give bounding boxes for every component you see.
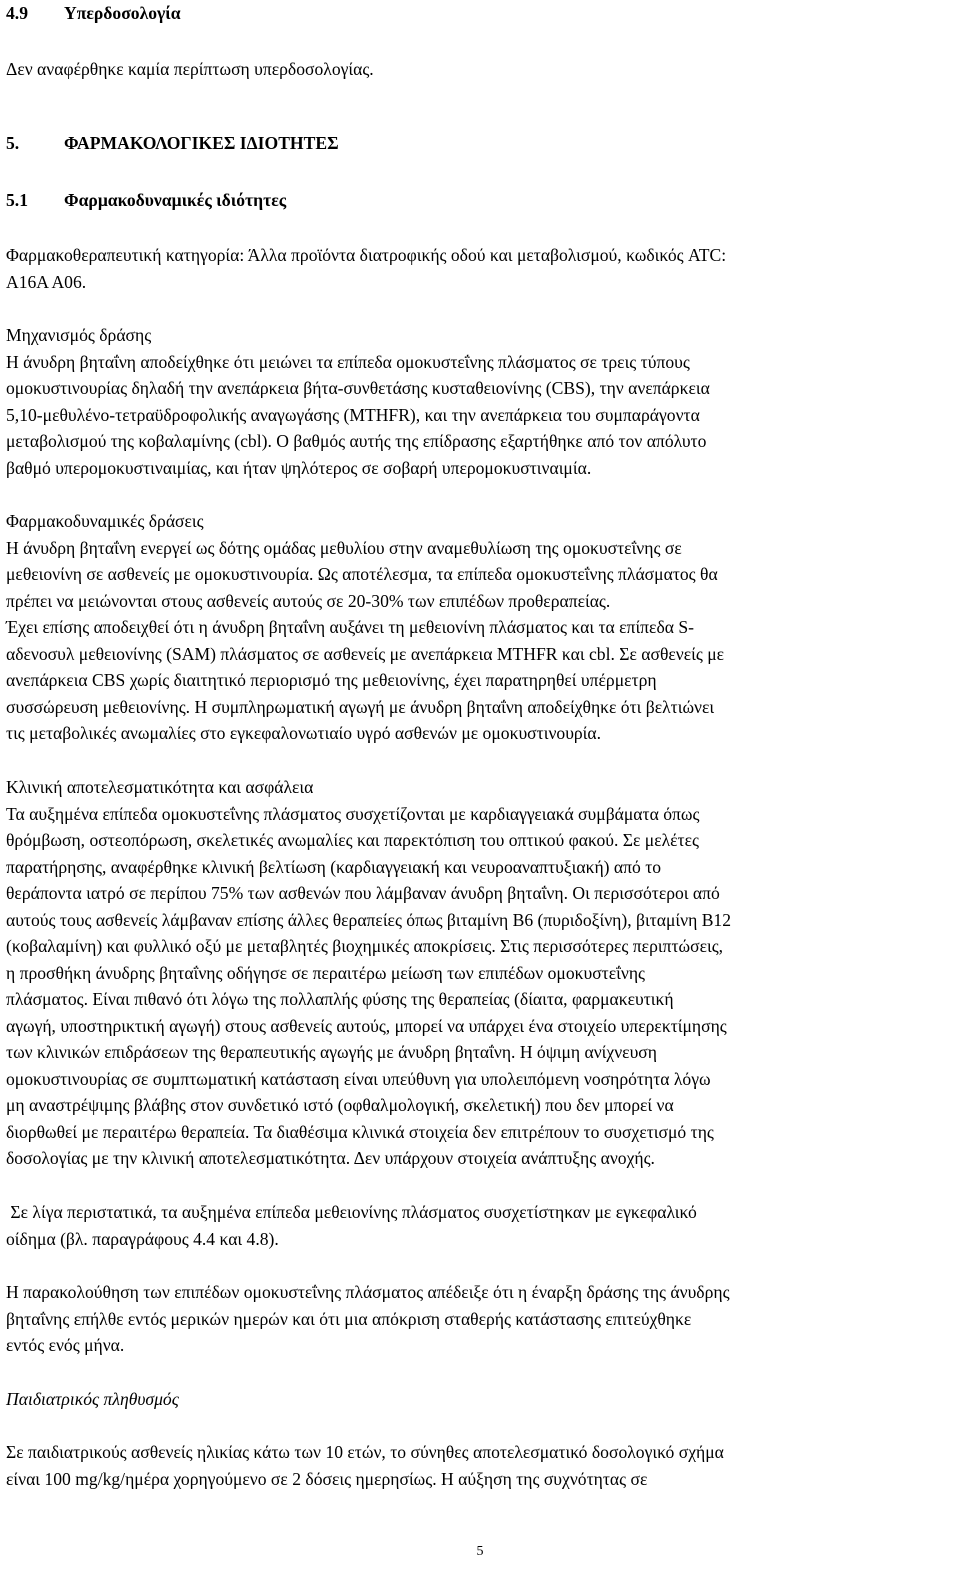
text-line: τις μεταβολικές ανωμαλίες στο εγκεφαλονωτιαίο υγρό ασθενών με ομοκυστινουρία. [6, 723, 602, 743]
pharmacotherapeutic-paragraph [6, 242, 726, 295]
heading-number: 5.1 [6, 190, 28, 210]
text-line: ομοκυστινουρίας δηλαδή την ανεπάρκεια βήτα-συνθετάσης κυσταθειονίνης (CBS), την ανεπάρκεια [6, 378, 710, 398]
heading-number: 5. [6, 133, 20, 153]
text-line: βαθμό υπερομοκυστιναιμίας, και ήταν ψηλότερος σε σοβαρή υπερομοκυστιναιμία. [6, 457, 592, 478]
text-line: μη αναστρέψιμης βλάβης στον συνδετικό ιστό (οφθαλμολογική, σκελετική) που δεν μπορεί να [6, 1095, 674, 1115]
text-line: Φαρμακοθεραπευτική κατηγορία: Άλλα προϊόντα διατροφικής οδού και μεταβολισμού, κωδικός ATC: [6, 245, 727, 265]
text-line: Η παρακολούθηση των επιπέδων ομοκυστεΐνης πλάσματος απέδειξε ότι η έναρξη δράσης της άνυδρης [6, 1282, 730, 1302]
text-line: αδενοσυλ μεθειονίνης (SAM) πλάσματος σε ασθενείς με ανεπάρκεια MTHFR και cbl. Σε ασθενείς με [6, 643, 725, 664]
clinical-section [6, 774, 731, 1172]
text-line: θρόμβωση, οστεοπόρωση, σκελετικές ανωμαλίες και παρεκτόπιση του οπτικού φακού. Σε μελέτες [6, 830, 699, 850]
subsection-title-pediatric: Παιδιατρικός πληθυσμός [6, 1389, 179, 1409]
page-number: 5 [476, 1544, 484, 1559]
text-line: πρέπει να μειώνονται στους ασθενείς αυτούς σε 20-30% των επιπέδων προθεραπείας. [6, 590, 611, 611]
subsection-title: Κλινική αποτελεσματικότητα και ασφάλεια [6, 777, 314, 797]
text-line: συσσώρευση μεθειονίνης. Η συμπληρωματική αγωγή με άνυδρη βηταΐνη αποδείχθηκε ότι βελτιώνει [6, 696, 715, 717]
text-line: (κοβαλαμίνη) και φυλλικό οξύ με μεταβλητές βιοχημικές αποκρίσεις. Στις περισσότερες περιπτώσεις, [6, 936, 724, 956]
text-line: βηταΐνης επήλθε εντός μερικών ημερών και ότι μια απόκριση σταθερής κατάστασης επιτεύχθηκε [6, 1308, 692, 1329]
text-line: είναι 100 mg/kg/ημέρα χορηγούμενο σε 2 δόσεις ημερησίως. Η αύξηση της συχνότητας σε [6, 1468, 648, 1489]
text-line: Η άνυδρη βηταΐνη αποδείχθηκε ότι μειώνει τα επίπεδα ομοκυστεΐνης πλάσματος σε τρεις τύπους [6, 351, 690, 372]
heading-5 [6, 130, 339, 157]
edema-paragraph [6, 1199, 697, 1252]
pd-effects-section [6, 508, 724, 747]
text-line: μεταβολισμού της κοβαλαμίνης (cbl). Ο βαθμός αυτής της επίδρασης εξαρτήθηκε από τον απόλυτο [6, 431, 707, 451]
text-line: των κλινικών επιδράσεων της θεραπευτικής αγωγής με άνυδρη βηταΐνη. Η όψιμη ανίχνευση [6, 1042, 657, 1062]
heading-4-9 [6, 0, 181, 27]
text-line: 5,10-μεθυλένο-τετραϋδροφολικής αναγωγάσης (MTHFR), και την ανεπάρκεια του συμπαράγοντα [6, 404, 700, 425]
text-line: αγωγή, υποστηρικτική αγωγή) στους ασθενείς αυτούς, μπορεί να υπάρχει ένα στοιχείο υπερεκτίμησης [6, 1015, 727, 1036]
text-line: η προσθήκη άνυδρης βηταΐνης οδήγησε σε περαιτέρω μείωση των επιπέδων ομοκυστεΐνης [6, 962, 645, 983]
subsection-title: Φαρμακοδυναμικές δράσεις [6, 511, 204, 531]
heading-title: ΦΑΡΜΑΚΟΛΟΓΙΚΕΣ ΙΔΙΟΤΗΤΕΣ [64, 133, 339, 153]
text-line: μεθειονίνη σε ασθενείς με ομοκυστινουρία. Ως αποτέλεσμα, τα επίπεδα ομοκυστεΐνης πλάσματος θα [6, 564, 718, 584]
text-line: ομοκυστινουρίας σε συμπτωματική κατάσταση είναι υπεύθυνη για υπολειπόμενη νοσηρότητα λόγω [6, 1068, 711, 1089]
heading-5-1 [6, 187, 286, 214]
text-line: αυτούς τους ασθενείς λάμβαναν επίσης άλλες θεραπείες όπως βιταμίνη B6 (πυριδοξίνη), βιταμίνη B12 [6, 909, 732, 930]
subsection-title: Μηχανισμός δράσης [6, 325, 152, 345]
text-line: Τα αυξημένα επίπεδα ομοκυστεΐνης πλάσματος συσχετίζονται με καρδιαγγειακά συμβάματα όπως [6, 803, 700, 824]
heading-number: 4.9 [6, 3, 28, 23]
text-line: Η άνυδρη βηταΐνη ενεργεί ως δότης ομάδας μεθυλίου στην αναμεθυλίωση της ομοκυστεΐνης σε [6, 537, 682, 558]
text-line: Σε παιδιατρικούς ασθενείς ηλικίας κάτω των 10 ετών, το σύνηθες αποτελεσματικό δοσολογικό σχήμα [6, 1442, 724, 1462]
pediatric-paragraph [6, 1439, 724, 1492]
text-line: εντός ενός μήνα. [6, 1335, 125, 1355]
text-line: Έχει επίσης αποδειχθεί ότι η άνυδρη βηταΐνη αυξάνει τη μεθειονίνη πλάσματος και τα επίπεδα S- [6, 617, 694, 637]
text-line: παρατήρησης, αναφέρθηκε κλινική βελτίωση (καρδιαγγειακή και νευροαναπτυξιακή) από το [6, 856, 662, 877]
heading-title: Φαρμακοδυναμικές ιδιότητες [64, 190, 287, 210]
mechanism-section [6, 322, 710, 481]
monitoring-paragraph [6, 1279, 730, 1359]
text-line: δοσολογίας με την κλινική αποτελεσματικότητα. Δεν υπάρχουν στοιχεία ανάπτυξης ανοχής. [6, 1148, 655, 1168]
text-line: A16A A06. [6, 271, 87, 292]
text-line: ανεπάρκεια CBS χωρίς διαιτητικό περιορισμό της μεθειονίνης, έχει παρατηρηθεί υπέρμετρη [6, 670, 657, 690]
text-line: οίδημα (βλ. παραγράφους 4.4 και 4.8). [6, 1228, 279, 1249]
heading-title: Υπερδοσολογία [64, 3, 181, 23]
text-line: Σε λίγα περιστατικά, τα αυξημένα επίπεδα μεθειονίνης πλάσματος συσχετίστηκαν με εγκεφαλικό [6, 1202, 697, 1222]
text-line: θεράποντα ιατρό σε περίπου 75% των ασθενών που λάμβαναν άνυδρη βηταΐνη. Οι περισσότεροι από [6, 883, 720, 903]
text-line: πλάσματος. Είναι πιθανό ότι λόγω της πολλαπλής φύσης της θεραπείας (δίαιτα, φαρμακευτική [6, 989, 674, 1009]
overdose-text: Δεν αναφέρθηκε καμία περίπτωση υπερδοσολογίας. [6, 59, 374, 79]
text-line: διορθωθεί με περαιτέρω θεραπεία. Τα διαθέσιμα κλινικά στοιχεία δεν επιτρέπουν το συσχετισμό της [6, 1121, 714, 1142]
